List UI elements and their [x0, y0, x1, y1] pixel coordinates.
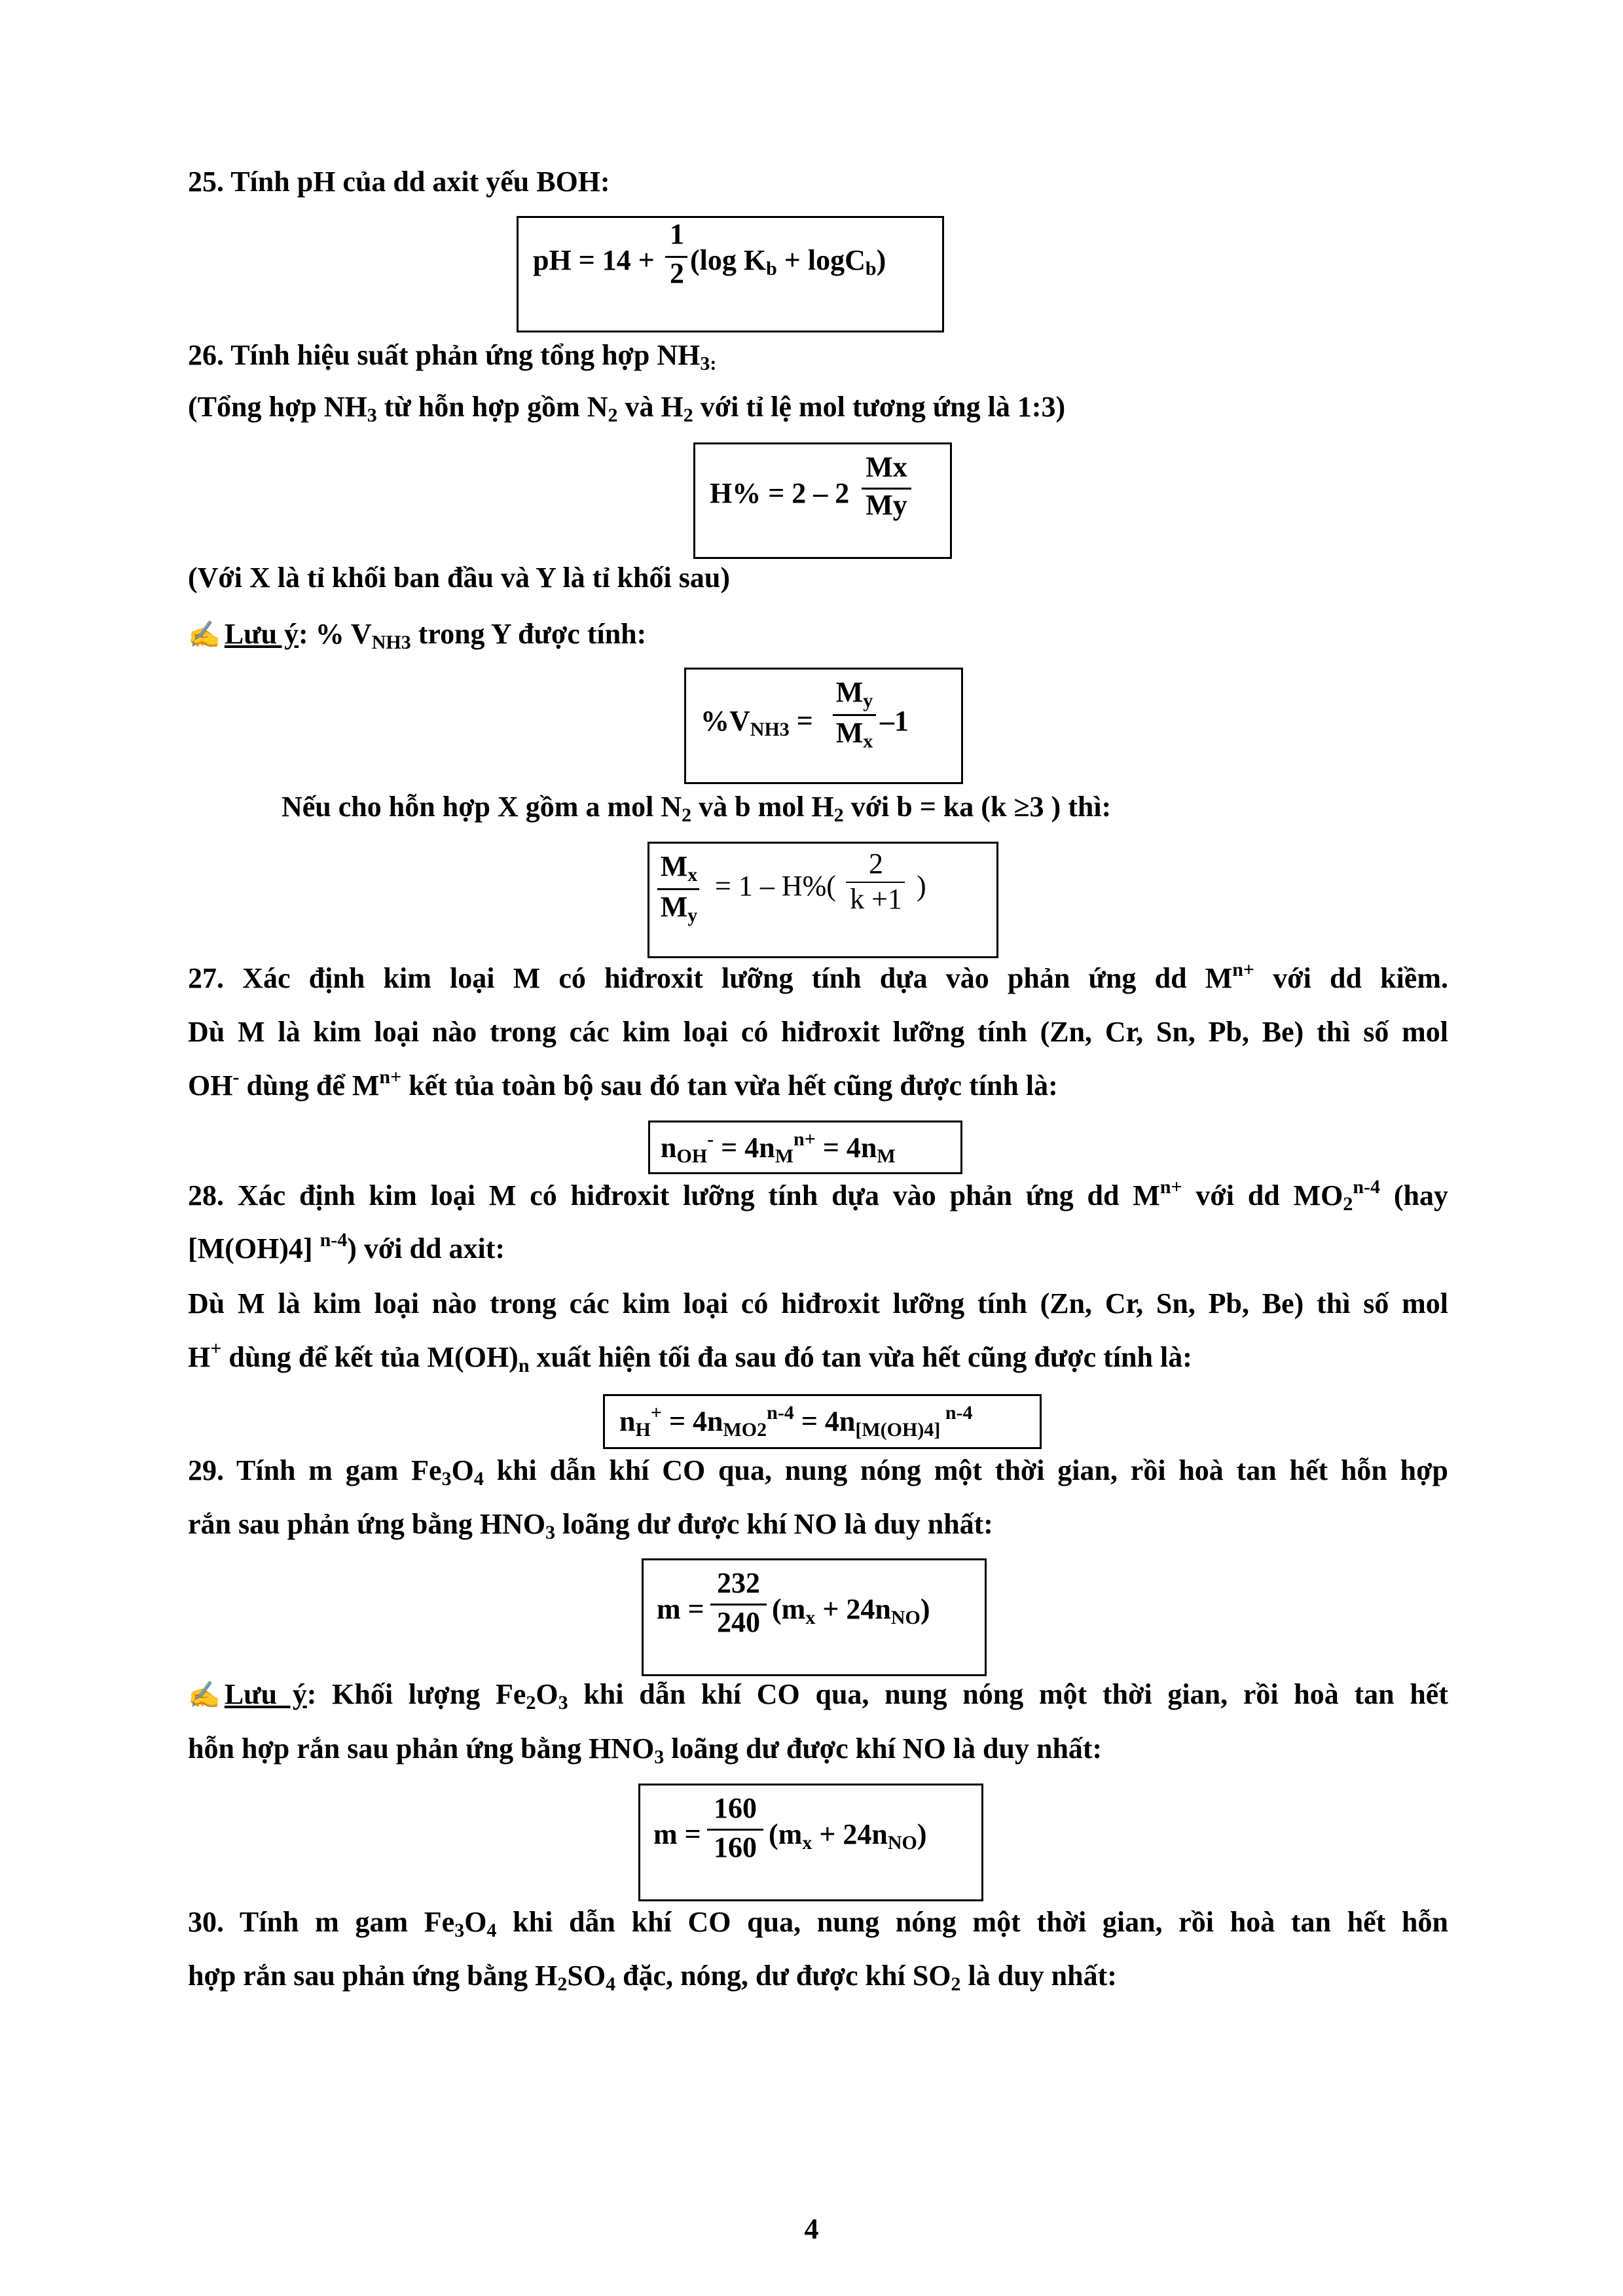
text-30-line2: hợp rắn sau phản ứng bằng $H_2SO_4$ đặc, nóng, dư được khí $SO_2$ là duy nhất:	[188, 1960, 1117, 1995]
formula-box-29b	[638, 1784, 983, 1901]
formula-26c-num: $M_x$	[660, 850, 698, 886]
formula-29b-num: 160	[714, 1792, 757, 1824]
formula-26c-num2: 2	[869, 848, 883, 880]
formula-26a-left: H% = 2 – 2	[710, 477, 850, 509]
formula-29-left: m =	[657, 1593, 704, 1625]
formula-26b-den: $M_x$	[835, 717, 873, 752]
text-27-line3: OH- dùng để $M^{n+}$ kết tủa toàn bộ sau đó tan vừa hết cũng được tính là:	[188, 1066, 1058, 1102]
text-28-line4: H+ dùng để kết tủa $M(OH)_n$ xuất hiện tối đa sau đó tan vừa hết cũng được tính là:	[188, 1338, 1192, 1376]
text-28-line2: [M(OH)4] $^{n-4}$) với dd axit:	[188, 1229, 505, 1265]
text-29-line2: rắn sau phản ứng bằng $HNO_3$ loãng dư được khí NO là duy nhất:	[188, 1508, 993, 1543]
fraction-bar	[657, 888, 699, 890]
formula-box-26c	[647, 842, 998, 958]
formula-box-28	[603, 1394, 1042, 1449]
text-26-line3: Nếu cho hỗn hợp X gồm a mol $N_2$ và b mol $H_2$ với b = ka (k ≥3 ) thì:	[282, 791, 1112, 826]
formula-26c-den2: k +1	[850, 883, 902, 915]
formula-box-27	[648, 1121, 962, 1174]
pen-icon: ✍	[188, 620, 221, 649]
page-number: 4	[804, 2213, 819, 2245]
formula-box-26b	[684, 668, 963, 784]
formula-26c-den: $M_y$	[660, 891, 698, 926]
heading-30: 30. Tính m gam $Fe_3O_4$ khi dẫn khí CO qua, nung nóng một thời gian, rồi hoà tan hết hỗn	[188, 1906, 1448, 1941]
formula-29-den: 240	[717, 1606, 760, 1638]
luu-y-26: ✍ Lưu ý: % $V_{NH3}$ trong Y được tính:	[188, 618, 647, 653]
note-26: (Với X là tỉ khối ban đầu và Y là tỉ khối sau)	[188, 562, 730, 594]
formula-26a-den: My	[866, 489, 907, 521]
formula-25-right: (log $K_b + \log C_b$)	[690, 244, 886, 279]
formula-25-den: 2	[670, 257, 684, 289]
formula-29-num: 232	[717, 1567, 760, 1599]
text-29-note-line2: hỗn hợp rắn sau phản ứng bằng $HNO_3$ loãng dư được khí NO là duy nhất:	[188, 1732, 1103, 1768]
heading-28: 28. Xác định kim loại M có hiđroxit lưỡng tính dựa vào phản ứng dd $M^{n+}$ với dd $MO_2^{n-4}$ (hay	[188, 1176, 1448, 1215]
heading-26: 26. Tính hiệu suất phản ứng tổng hợp $NH_{3:}$	[188, 339, 717, 374]
text-28-line3: Dù M là kim loại nào trong các kim loại có hiđroxit lưỡng tính (Zn, Cr, Sn, Pb, Be) thì số mol	[188, 1287, 1448, 1319]
formula-box-25	[517, 216, 944, 332]
formula-26b-right: –1	[880, 705, 909, 737]
heading-29: 29. Tính m gam $Fe_3O_4$ khi dẫn khí CO qua, nung nóng một thời gian, rồi hoà tan hết hỗn hợp	[188, 1454, 1448, 1490]
formula-29b-right: $(m_x + 24n_{NO})$	[769, 1818, 927, 1854]
formula-box-29	[642, 1558, 987, 1676]
pen-icon: ✍	[188, 1680, 221, 1710]
formula-25-num: 1	[670, 218, 684, 250]
formula-26c-mid: = 1 – H%(	[715, 870, 836, 902]
formula-26b-left: $\%V_{NH3}$ =	[701, 705, 813, 740]
formula-29b-den: 160	[714, 1831, 757, 1863]
fraction-bar	[833, 714, 876, 716]
heading-25: 25. Tính pH của dd axit yếu BOH:	[188, 166, 610, 198]
text-26-line2: (Tổng hợp $NH_3$ từ hỗn hợp gồm $N_2$ và $H_2$ với tỉ lệ mol tương ứng là 1:3)	[188, 391, 1066, 426]
luu-y-29: ✍ Lưu ý: Khối lượng $Fe_2O_3$ khi dẫn khí CO qua, nung nóng một thời gian, rồi hoà tan hết	[188, 1678, 1448, 1713]
formula-26a-num: Mx	[866, 451, 907, 483]
formula-26b-num: $M_y$	[835, 676, 873, 711]
fraction-bar	[710, 1604, 767, 1605]
formula-box-26a	[693, 442, 952, 559]
heading-27: 27. Xác định kim loại M có hiđroxit lưỡng tính dựa vào phản ứng dd $M^{n+}$ với dd kiềm.	[188, 959, 1448, 994]
formula-27: $n_{OH}^- = 4n_M^{n+} = 4n_M$	[661, 1128, 896, 1167]
formula-25-left: pH = 14 +	[533, 244, 655, 276]
formula-28: $n_H^+ = 4n_{MO2}^{n-4} = 4n_{[M(OH)4]}$ $^{n-4}$	[619, 1402, 973, 1441]
formula-29b-left: m =	[653, 1818, 701, 1850]
formula-26c-close: )	[917, 870, 926, 902]
formula-29-right: $(m_x + 24n_{NO})$	[772, 1593, 930, 1628]
text-27-line2: Dù M là kim loại nào trong các kim loại có hiđroxit lưỡng tính (Zn, Cr, Sn, Pb, Be) thì số mol	[188, 1016, 1448, 1048]
fraction-bar	[707, 1829, 763, 1831]
